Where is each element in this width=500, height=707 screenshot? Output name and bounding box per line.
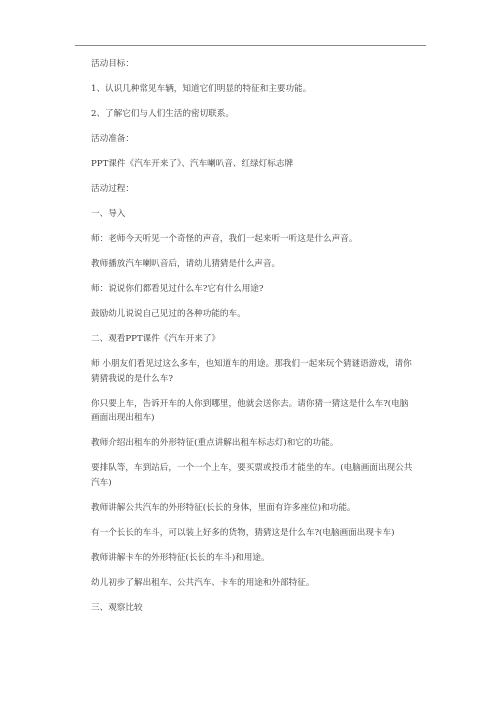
- paragraph-prep-items: PPT课件《汽车开来了》、汽车喇叭音、红绿灯标志牌: [91, 159, 294, 169]
- paragraph-truck-explain: 教师讲解卡车的外形特征(长长的车斗)和用途。: [91, 552, 270, 563]
- paragraph-taxi-riddle: 你只要上车，告诉开车的人你到哪里，他就会送你去。请你猜一猜这是什么车?(电脑画面出现出租车): [91, 398, 409, 423]
- paragraph-bus-explain: 教师讲解公共汽车的外形特征(长长的身体，里面有许多座位)和功能。: [91, 502, 356, 513]
- paragraph-taxi-explain: 教师介绍出租车的外形特征(重点讲解出租车标志灯)和它的功能。: [91, 438, 339, 448]
- paragraph-encourage: 鼓励幼儿说说自己见过的各种功能的车。: [91, 309, 246, 319]
- section-heading-compare: 三、观察比较: [91, 602, 143, 613]
- paragraph-summary: 幼儿初步了解出租车、公共汽车、卡车的用途和外部特征。: [91, 577, 315, 588]
- document-body: [91, 57, 413, 626]
- paragraph-truck-riddle: 有一个长长的车斗，可以装上好多的货物，猜猜这是什么车?(电脑画面出现卡车): [91, 527, 395, 538]
- paragraph-play-horn: 教师播放汽车喇叭音后，请幼儿猜猜是什么声音。: [91, 259, 281, 269]
- paragraph-goal-heading: 活动目标：: [91, 59, 134, 69]
- paragraph-prep-heading: 活动准备：: [91, 134, 134, 144]
- section-heading-ppt: 二、观看PPT课件《汽车开来了》: [91, 334, 221, 344]
- header-rule: [75, 45, 426, 46]
- paragraph-process-heading: 活动过程：: [91, 184, 134, 194]
- paragraph-teacher-question: 师：说说你们都看见过什么车?它有什么用途?: [91, 284, 264, 294]
- paragraph-riddle-intro: 师 小朋友们看见过这么多车，也知道车的用途。那我们一起来玩个猜谜语游戏，请你猜猜我说的是什么车?: [91, 359, 412, 384]
- paragraph-goal-1: 1、认识几种常见车辆，知道它们明显的特征和主要功能。: [91, 84, 312, 94]
- section-heading-intro: 一、导入: [91, 209, 126, 219]
- paragraph-bus-riddle: 要排队等，车到站后，一个一个上车，要买票或投币才能坐的车。(电脑画面出现公共汽车): [91, 463, 413, 488]
- paragraph-goal-2: 2、了解它们与人们生活的密切联系。: [91, 109, 234, 119]
- paragraph-teacher-intro: 师：老师今天听见一个奇怪的声音，我们一起来听一听这是什么声音。: [91, 234, 358, 244]
